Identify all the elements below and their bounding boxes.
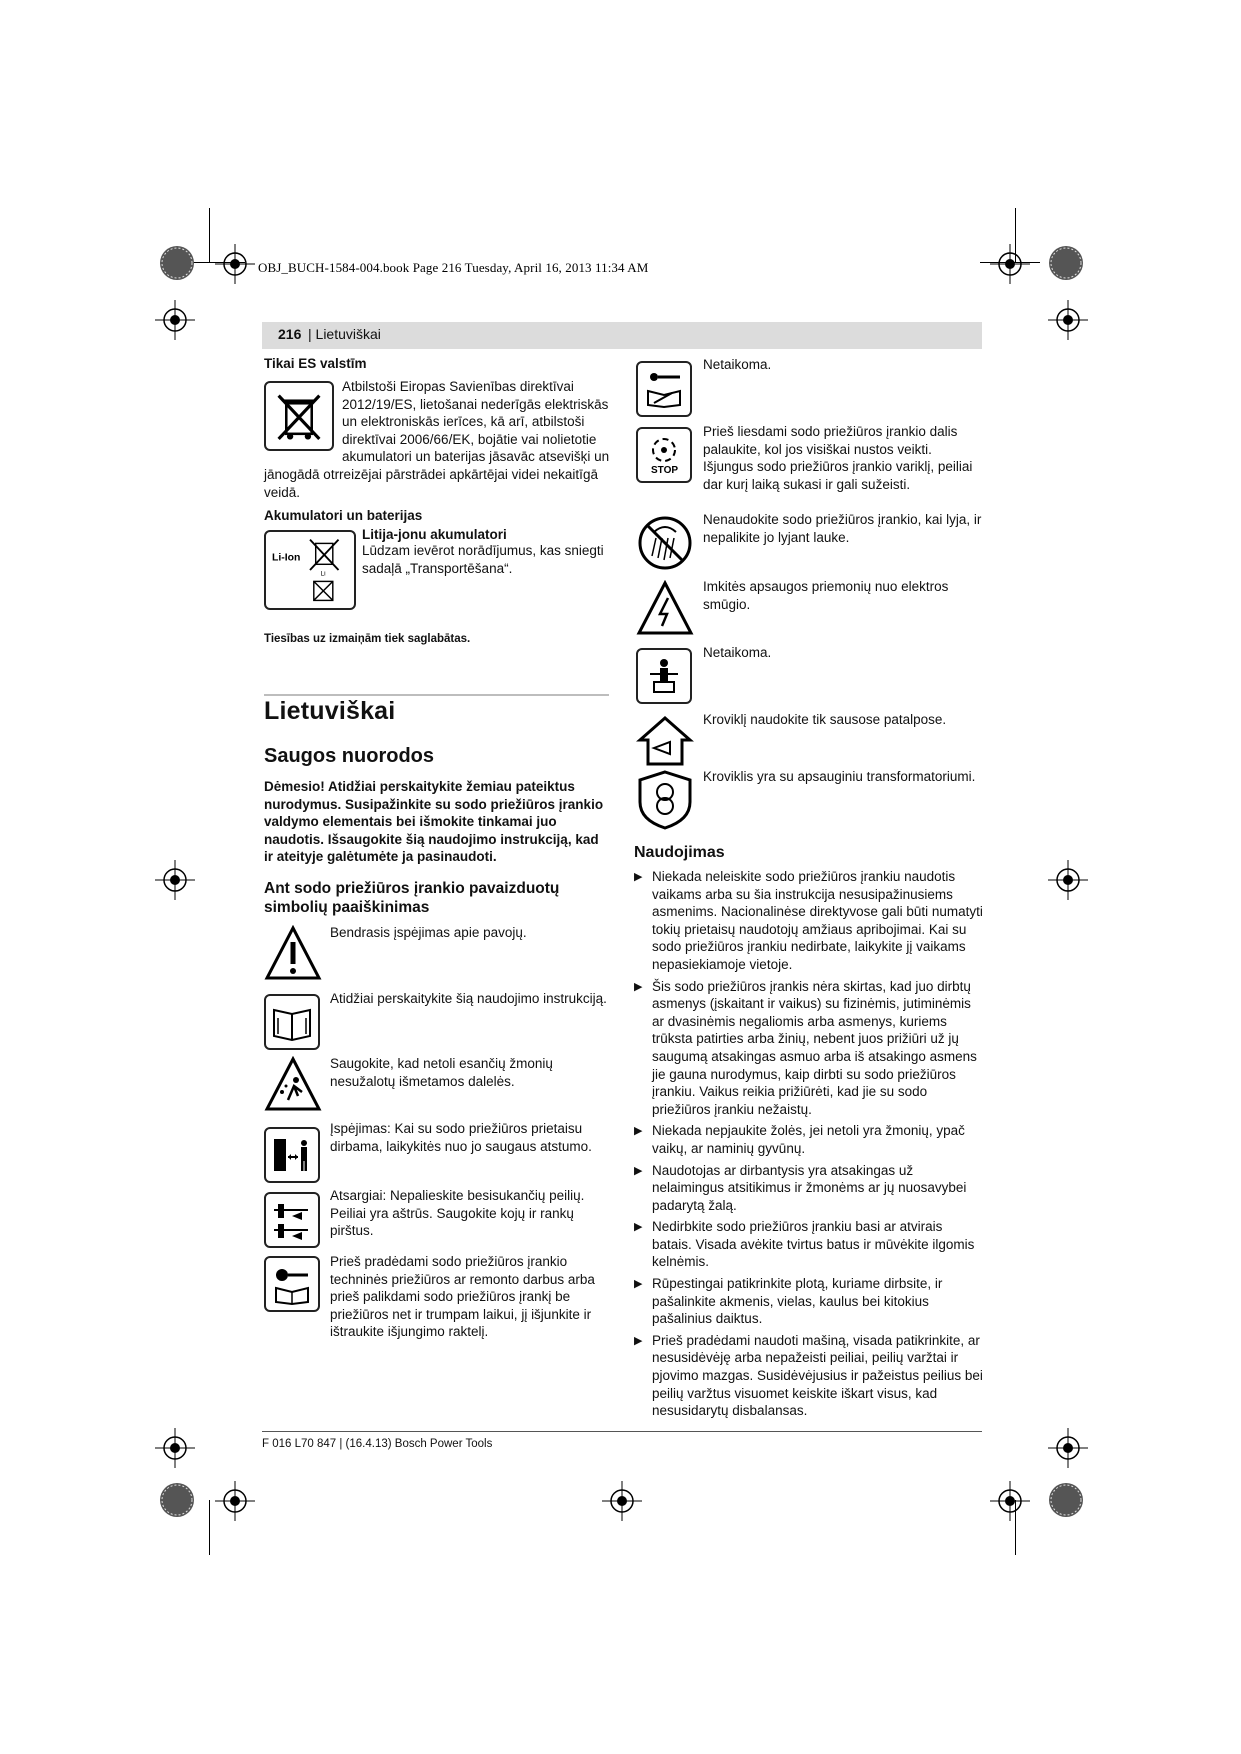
accumulators-heading: Akumulatori un baterijas xyxy=(264,508,423,523)
bullet-triangle-icon: ▶ xyxy=(634,1334,643,1347)
crosshair-icon xyxy=(1048,300,1088,340)
bullet-triangle-icon: ▶ xyxy=(634,1164,643,1177)
safety-intro: Dėmesio! Atidžiai perskaitykite žemiau pateiktus nurodymus. Susipažinkite su sodo priežiūros įrankio valdymo elementais bei išmokite tinkamai juo naudotis. Išsaugokite šią naudojimo instrukciją, kad ir ateityje galėtumėte ja pasinaudoti. xyxy=(264,779,604,865)
li-small-label: Li xyxy=(320,570,326,578)
crosshair-icon xyxy=(155,1428,195,1468)
crop-mark xyxy=(209,1500,210,1555)
symbol-text: Prieš liesdami sodo priežiūros įrankio dalis palaukite, kol jos visiškai nustos veikti. Išjungus sodo priežiūros įrankio variklį, peiliai dar kurį laiką sukasi ir gali sužeisti. xyxy=(703,424,973,492)
footer-divider xyxy=(262,1431,982,1432)
page-footer: F 016 L70 847 | (16.4.13) Bosch Power Tools xyxy=(262,1438,493,1450)
safety-heading: Saugos nuorodos xyxy=(264,745,434,767)
stop-wait-icon xyxy=(636,427,692,483)
crosshair-icon xyxy=(155,860,195,900)
rotating-blades-icon xyxy=(264,1192,320,1248)
symbol-text: Netaikoma. xyxy=(703,645,772,660)
eu-heading: Tikai ES valstīm xyxy=(264,356,367,371)
bullet-triangle-icon: ▶ xyxy=(634,1125,643,1138)
weee-bin-icon xyxy=(264,381,334,451)
crosshair-icon xyxy=(1048,1428,1088,1468)
symbol-text: Netaikoma. xyxy=(703,357,772,372)
electric-shock-icon xyxy=(636,580,694,638)
rights-note: Tiesības uz izmaiņām tiek saglabātas. xyxy=(264,633,471,645)
li-ion-block xyxy=(362,527,612,577)
crosshair-icon xyxy=(155,300,195,340)
file-header: OBJ_BUCH-1584-004.book Page 216 Tuesday, April 16, 2013 11:34 AM xyxy=(258,260,649,275)
li-ion-label: Li-Ion xyxy=(272,552,301,564)
page-number: 216 xyxy=(278,326,302,342)
crosshair-icon xyxy=(990,1481,1030,1521)
eu-text-line: direktīvai 2006/66/EK, bojātie vai nolietotie xyxy=(342,431,597,447)
list-item xyxy=(634,1218,984,1271)
crosshair-icon xyxy=(990,244,1030,284)
not-applicable-tool-icon xyxy=(636,361,692,417)
stop-label: STOP xyxy=(651,465,679,476)
list-item xyxy=(634,1275,984,1328)
li-ion-battery-icon xyxy=(264,530,356,610)
crosshair-icon xyxy=(215,244,255,284)
warning-triangle-icon xyxy=(264,925,322,983)
list-item xyxy=(634,1332,984,1420)
thrown-objects-warning-icon xyxy=(264,1056,322,1114)
bullet-text: Naudotojas ar dirbantysis yra atsakingas už nelaimingus atsitikimus ir žmonėms ar jų nuosavybei padarytą žalą. xyxy=(652,1162,967,1213)
li-ion-text: Lūdzam ievērot norādījumus, kas sniegti sadaļā „Transportēšana“. xyxy=(362,543,604,576)
no-rain-icon xyxy=(636,514,694,572)
symbol-text: Prieš pradėdami sodo priežiūros įrankio techninės priežiūros ar remonto darbus arba prieš palikdami sodo priežiūros įrankį be priežiūros net ir trumpam laikui, jį išjunkite ir ištraukite išjungimo raktelį. xyxy=(330,1254,595,1340)
symbol-text: Nenaudokite sodo priežiūros įrankio, kai lyja, ir nepalikite jo lyjant lauke. xyxy=(703,512,982,545)
bullet-text: Niekada neleiskite sodo priežiūros įrankiu naudotis vaikams arba su šia instrukcija nesusipažinusiems asmenims. Nacionalinėse direktyvose gali būti numatyti tokių prietaisų naudotojų amžiaus apribojimai. Kai su sodo priežiūros įrankiu nedirbate, laikykite jį vaikams nepasiekiamoje vietoje. xyxy=(652,869,983,972)
page-header-bar xyxy=(262,322,982,349)
list-item xyxy=(634,1162,984,1215)
li-ion-heading: Litija-jonu akumulatori xyxy=(362,527,507,542)
bullet-text: Rūpestingai patikrinkite plotą, kuriame dirbsite, ir pašalinkite akmenis, vielas, kaulus bei kitokius pašalinius daiktus. xyxy=(652,1276,943,1327)
indoor-use-icon xyxy=(636,714,694,768)
not-applicable-operator-icon xyxy=(636,648,692,704)
remove-key-icon xyxy=(264,1256,320,1312)
registration-target-icon xyxy=(1046,1480,1086,1520)
bullet-text: Niekada nepjaukite žolės, jei netoli yra žmonių, ypač vaikų, ar naminių gyvūnų. xyxy=(652,1123,965,1156)
crosshair-icon xyxy=(602,1481,642,1521)
symbol-text: Kroviklis yra su apsauginiu transformatoriumi. xyxy=(703,769,976,784)
eu-text-block xyxy=(342,378,612,466)
bullet-text: Prieš pradėdami naudoti mašiną, visada patikrinkite, ar nesusidėvėję arba nepažeisti peiliai, peilių varžtai ir pjovimo mazgas. Susidėvėjusius ir pažeistus peilius bei peilių varžtus visuomet keiskite iškart visus, kad nesusidarytų disbalansas. xyxy=(652,1332,983,1419)
bullet-triangle-icon: ▶ xyxy=(634,1221,643,1234)
crosshair-icon xyxy=(1048,860,1088,900)
list-item xyxy=(634,868,984,974)
bullet-text: Nedirbkite sodo priežiūros įrankiu basi ar atvirais batais. Visada avėkite tvirtus batus ir mūvėkite ilgomis kelnėmis. xyxy=(652,1219,975,1270)
bullet-triangle-icon: ▶ xyxy=(634,871,643,883)
registration-target-icon xyxy=(1046,243,1086,283)
symbols-heading: Ant sodo priežiūros įrankio pavaizduotų simbolių paaiškinimas xyxy=(264,880,560,916)
eu-text-line: Atbilstoši Eiropas Savienības direktīvai xyxy=(342,379,574,394)
read-manual-icon xyxy=(264,994,320,1050)
list-item xyxy=(634,1122,984,1157)
safe-distance-icon xyxy=(264,1127,320,1183)
eu-text-continued: jānogādā otrreizējai pārstrādei apkārtējai videi nekaitīgā veidā. xyxy=(264,467,598,500)
section-name: | Lietuviškai xyxy=(308,326,381,342)
symbol-text: Imkitės apsaugos priemonių nuo elektros smūgio. xyxy=(703,579,949,612)
registration-target-icon xyxy=(157,1480,197,1520)
symbol-text: Atsargiai: Nepalieskite besisukančių peilių. Peiliai yra aštrūs. Saugokite kojų ir rankų pirštus. xyxy=(330,1188,585,1239)
eu-text-line: un elektroniskās ierīces, kā arī, atbilstoši xyxy=(342,414,585,430)
safety-transformer-icon xyxy=(636,768,694,832)
crop-mark xyxy=(209,208,210,263)
symbol-text: Kroviklį naudokite tik sausose patalpose. xyxy=(703,712,947,727)
registration-target-icon xyxy=(157,243,197,283)
language-title: Lietuviškai xyxy=(264,697,396,725)
bullet-triangle-icon: ▶ xyxy=(634,980,643,993)
eu-text-line: akumulatori un baterijas jāsavāc atsevišķi un xyxy=(342,449,610,465)
symbol-text: Saugokite, kad netoli esančių žmonių nesužalotų išmetamos dalelės. xyxy=(330,1056,553,1089)
symbol-text: Įspėjimas: Kai su sodo priežiūros prietaisu dirbama, laikykitės nuo jo saugaus atstumo. xyxy=(330,1121,592,1154)
use-heading: Naudojimas xyxy=(634,844,725,861)
list-item xyxy=(634,978,984,1119)
use-bullet-list xyxy=(634,868,984,1424)
symbol-text: Bendrasis įspėjimas apie pavojų. xyxy=(330,925,527,940)
bullet-text: Šis sodo priežiūros įrankis nėra skirtas, kad juo dirbtų asmenys (įskaitant ir vaikus) su fizinėmis, jutiminėmis ar dvasinėmis negaliomis arba asmenys, kuriems trūksta patirties arba žinių, nebent juos prižiūri už jų saugumą atsakingas asmuo arba iš atsakingo asmens jie gauna nurodymus, kaip dirbti su sodo priežiūros įrankiu. Vaikus reikia prižiūrėti, kad jie su sodo priežiūros įrankiu nežaistų. xyxy=(652,978,977,1117)
section-divider xyxy=(264,694,609,696)
crosshair-icon xyxy=(215,1481,255,1521)
crop-mark xyxy=(1015,1500,1016,1555)
eu-text-line: 2012/19/ES, lietošanai nederīgās elektriskās xyxy=(342,396,609,412)
bullet-triangle-icon: ▶ xyxy=(634,1278,643,1291)
symbol-text: Atidžiai perskaitykite šią naudojimo instrukciją. xyxy=(330,991,607,1006)
